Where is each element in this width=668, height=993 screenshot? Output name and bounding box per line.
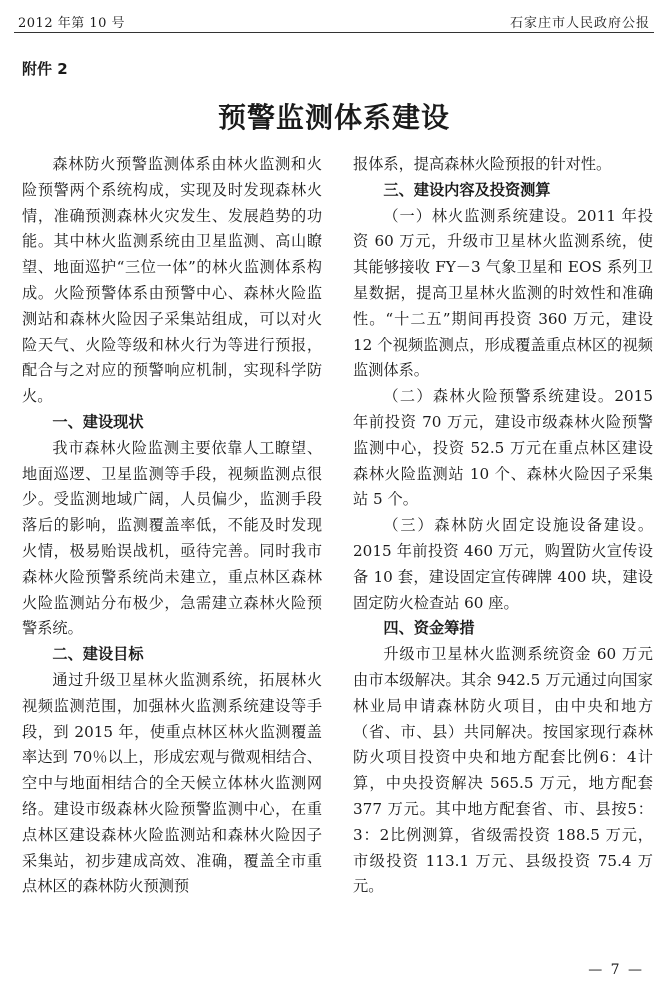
paragraph-current-status: 我市森林火险监测主要依靠人工瞭望、地面巡逻、卫星监测等手段，视频监测点很少。受监测地域广阔，人员偏少，监测手段落后的影响，监测覆盖率低，不能及时发现火情，极易贻误战机，亟待完善。同时我市森林火险预警系统尚未建立，重点林区森林火险监测站分布极少，急需建立森林火险预警系统。 [22, 438, 322, 638]
right-column [353, 152, 653, 900]
paragraph-funding: 升级市卫星林火监测系统资金 60 万元由市本级解决。其余 942.5 万元通过向国家林业局申请森林防火项目，由中央和地方（省、市、县）共同解决。按国家现行森林防火项目投资中央和地方配套比例6：4计算，中央投资解决 565.5 万元，地方配套 377 万元。其中地方配套省、市、县按5：3：2比例测算，省级需投资 188.5 万元，市级投资 113.1 万元、县级投资 75.4 万元。 [353, 645, 653, 896]
attachment-label: 附件 2 [22, 60, 68, 78]
page-number: — 7 — [588, 962, 644, 978]
section-heading-goals: 二、建设目标 [52, 645, 144, 664]
paragraph-fixed-facilities: （三）森林防火固定设施设备建设。2015 年前投资 460 万元，购置防火宣传设备 10 套，建设固定宣传碑牌 400 块，建设固定防火检查站 60 座。 [353, 516, 653, 612]
paragraph-goals: 通过升级卫星林火监测系统，拓展林火视频监测范围，加强林火监测系统建设等手段，到 2015 年，使重点林区林火监测覆盖率达到 70％以上，形成宏观与微观相结合、空中与地面相结合的全天候立体林火监测网络。建设市级森林火险预警监测中心，在重点林区建设森林火险监测站和森林火险因子采集站，初步建成高效、准确，覆盖全市重点林区的森林防火预测预 [22, 670, 322, 896]
page-title: 预警监测体系建设 [217, 101, 450, 134]
paragraph-risk-warning: （二）森林火险预警系统建设。2015 年前投资 70 万元，建设市级森林火险预警监测中心，投资 52.5 万元在重点林区建设森林火险监测站 10 个、森林火险因子采集站 5 个。 [353, 387, 653, 509]
page-header [14, 6, 654, 33]
paragraph-fire-monitoring: （一）林火监测系统建设。2011 年投资 60 万元，升级市卫星林火监测系统，使其能够接收 FY－3 气象卫星和 EOS 系列卫星数据，提高卫星林火监测的时效性和准确性。“十二五”期间再投资 360 万元，建设 12 个视频监测点，形成覆盖重点林区的视频监测体系。 [353, 206, 653, 380]
issue-label: 2012 年第 10 号 [18, 16, 126, 31]
paragraph-goals-continued: 报体系，提高森林火险预报的针对性。 [353, 155, 612, 173]
left-column [22, 152, 322, 900]
paragraph-intro: 森林防火预警监测体系由林火监测和火险预警两个系统构成，实现及时发现森林火情，准确预测森林火灾发生、发展趋势的功能。其中林火监测系统由卫星监测、高山瞭望、地面巡护“三位一体”的林火监测体系构成。火险预警体系由预警中心、森林火险监测站和森林火险因子采集站组成，可以对火险天气、火险等级和林火行为等进行预报，配合与之对应的预警响应机制，实现科学防火。 [22, 155, 322, 406]
publication-name: 石家庄市人民政府公报 [509, 16, 650, 31]
section-heading-content-investment: 三、建设内容及投资测算 [383, 180, 551, 199]
section-heading-current-status: 一、建设现状 [52, 412, 144, 431]
section-heading-funding: 四、资金筹措 [383, 619, 475, 638]
